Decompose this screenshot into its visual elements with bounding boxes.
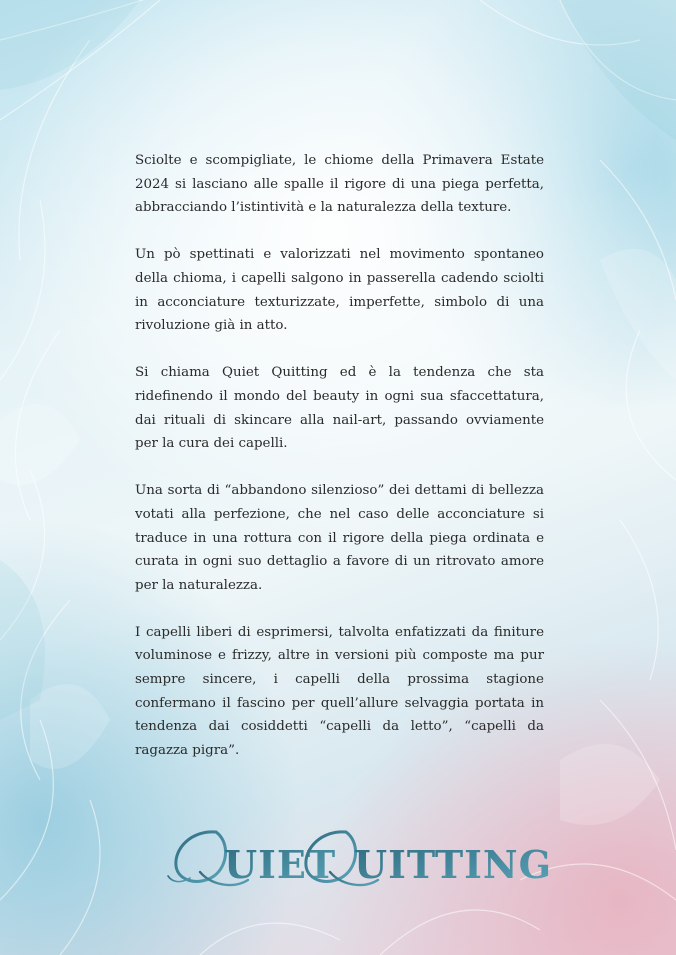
logo-word-2-rest: UITTING <box>354 842 553 887</box>
paragraph-5: I capelli liberi di esprimersi, talvolta enfatizzati da finiture voluminose e frizzy, altre in versioni più composte ma pur sempre sincere, i capelli della prossima stagione confermano il fascino per quell’allure selvaggia portata in tendenza dai cosiddetti “capelli da letto”, “capelli da ragazza pigra”. <box>135 624 544 758</box>
paragraph-1: Sciolte e scompigliate, le chiome della Primavera Estate 2024 si lasciano alle spalle il rigore di una piega perfetta, abbracciando l’istintività e la naturalezza della texture. <box>135 153 544 216</box>
article-body <box>135 149 544 786</box>
paragraph-2: Un pò spettinati e valorizzati nel movimento spontaneo della chioma, i capelli salgono in passerella cadendo sciolti in acconciature texturizzate, imperfette, simbolo di una rivoluzione già in atto. <box>135 247 544 334</box>
quiet-quitting-logo <box>170 822 553 892</box>
paragraph-4: Una sorta di “abbandono silenzioso” dei dettami di bellezza votati alla perfezione, che nel caso delle acconciature si traduce in una rottura con il rigore della piega ordinata e curata in ogni suo dettaglio a favore di un ritrovato amore per la naturalezza. <box>135 483 544 593</box>
paragraph-3: Si chiama Quiet Quitting ed è la tendenza che sta ridefinendo il mondo del beauty in ogni sua sfaccettatura, dai rituali di skincare alla nail-art, passando ovviamente per la cura dei capelli. <box>135 365 544 452</box>
logo-word-1-rest: UIET <box>224 842 337 887</box>
